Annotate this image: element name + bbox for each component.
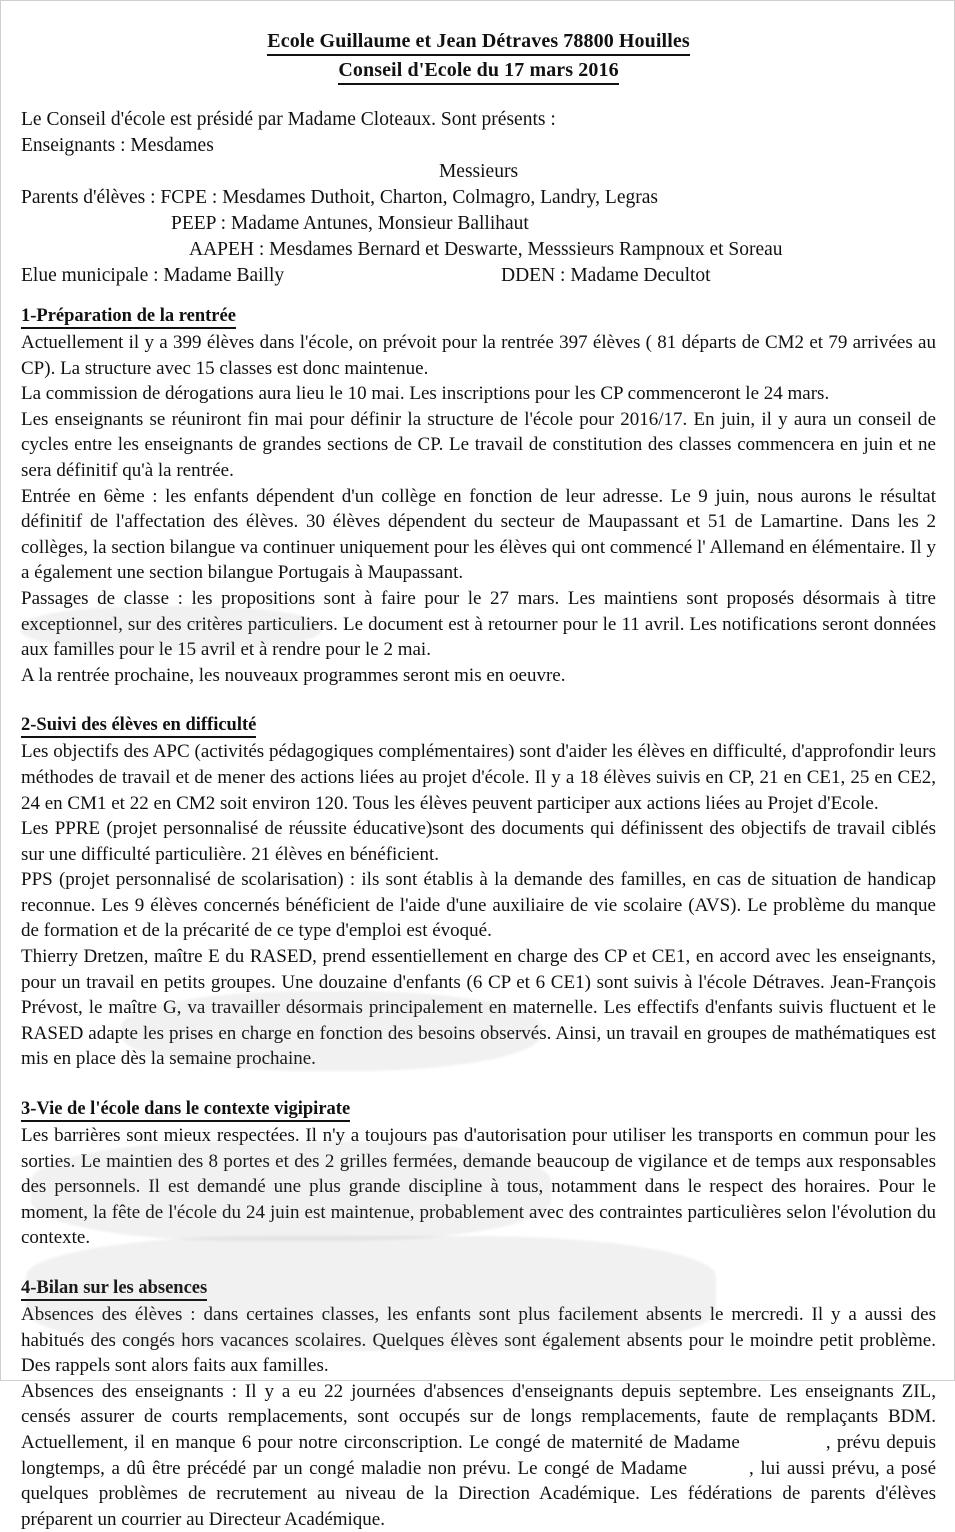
title-line-2: Conseil d'Ecole du 17 mars 2016 <box>338 58 618 85</box>
section-2-paragraph-1: Les objectifs des APC (activités pédagogiques complémentaires) sont d'aider les élèves en difficulté, d'approfondir leurs méthodes de travail et de mener des actions liées au projet d'école. Il y a 18 élèves suivis en CP, 21 en CE1, 25 en CE2, 24 en CM1 et 22 en CM2 soit environ 120. Tous les élèves peuvent participer aux actions liées au Projet d'Ecole. <box>21 741 936 814</box>
section-1-paragraph-2: La commission de dérogations aura lieu le 10 mai. Les inscriptions pour les CP commenceront le 24 mars. <box>21 383 830 405</box>
attendees-aapeh: AAPEH : Mesdames Bernard et Deswarte, Messsieurs Rampnoux et Soreau <box>189 239 783 260</box>
section-bilan-absences <box>21 1277 936 1532</box>
section-1-paragraph-1: Actuellement il y a 399 élèves dans l'école, on prévoit pour la rentrée 397 élèves ( 81 départs de CM2 et 79 arrivées au CP). La structure avec 15 classes est donc maintenue. <box>21 332 936 379</box>
section-1-heading: 1-Préparation de la rentrée <box>21 305 236 329</box>
title-line-1: Ecole Guillaume et Jean Détraves 78800 Houilles <box>267 29 689 56</box>
section-vie-ecole-vigipirate <box>21 1098 936 1251</box>
section-2-paragraph-2: Les PPRE (projet personnalisé de réussite éducative)sont des documents qui définissent des objectifs de travail ciblés sur une difficulté particulière. 21 élèves en bénéficient. <box>21 818 936 865</box>
attendees-teachers: Enseignants : Mesdames <box>21 135 214 156</box>
final-paragraph-part-3: , lui aussi prévu, a posé quelques problèmes de recrutement au niveau de la Direction Académique. Les fédérations de parents d'élèves préparent un courrier au Directeur Académique. <box>21 1457 937 1530</box>
section-1-paragraph-4: Entrée en 6ème : les enfants dépendent d'un collège en fonction de leur adresse. Le 9 juin, nous aurons le résultat définitif de l'affectation des élèves. 30 élèves dépendent du secteur de Maupassant et 51 de Lamartine. Dans les 2 collèges, la section bilangue va continuer uniquement pour les élèves qui ont commencé l' Allemand en élémentaire. Il y a également une section bilangue Portugais à Maupassant. <box>21 485 936 584</box>
section-1-paragraph-3: Les enseignants se réuniront fin mai pour définir la structure de l'école pour 2016/17. En juin, il y aura un conseil de cycles entre les enseignants de grandes sections de CP. Le travail de constitution des classes commencera en juin et ne sera définitif qu'à la rentrée. <box>21 408 936 481</box>
section-2-heading: 2-Suivi des élèves en difficulté <box>21 714 256 738</box>
section-4-paragraph-1: Absences des élèves : dans certaines classes, les enfants sont plus facilement absents le mercredi. Il y a aussi des habitués des congés hors vacances scolaires. Quelques élèves sont également absents pour le moindre petit problème. Des rappels sont alors faits aux familles. <box>21 1304 936 1377</box>
section-2-paragraph-4: Thierry Dretzen, maître E du RASED, prend essentiellement en charge des CP et CE1, en accord avec les enseignants, pour un travail en petits groupes. Une douzaine d'enfants (6 CP et 6 CE1) sont suivis à l'école Détraves. Jean-François Prévost, le maître G, va travailler désormais principalement en maternelle. Les effectifs d'enfants suivis fluctuent et le RASED adapte les prises en charge en fonction des besoins observés. Ainsi, un travail en groupes de mathématiques est mis en place dès la semaine prochaine. <box>21 946 936 1070</box>
final-paragraph-part-2: , prévu depuis longtemps, a dû être précédé par un congé maladie non prévu. Le congé de Madame <box>21 1431 936 1479</box>
section-2-paragraph-3: PPS (projet personnalisé de scolarisation) : ils sont établis à la demande des familles, en cas de situation de handicap reconnue. Les 9 élèves concernés bénéficient de l'aide d'une auxiliaire de vie scolaire (AVS). Le problème du manque de formation et de la précarité de ce type d'emploi est évoqué. <box>21 869 936 942</box>
attendees-dden: DDEN : Madame Decultot <box>501 265 711 286</box>
section-1-paragraph-5: Passages de classe : les propositions sont à faire pour le 27 mars. Les maintiens sont proposés désormais à titre exceptionnel, sur des critères particuliers. Le document est à retourner pour le 11 avril. Les notifications seront données aux familles pour le 15 avril et à rendre pour le 2 mai. <box>21 587 936 661</box>
section-3-heading: 3-Vie de l'école dans le contexte vigipirate <box>21 1098 350 1122</box>
attendees-peep: PEEP : Madame Antunes, Monsieur Ballihaut <box>171 213 529 234</box>
section-3-paragraph-1: Les barrières sont mieux respectées. Il n'y a toujours pas d'autorisation pour utiliser les transports en commun pour les sorties. Le maintien des 8 portes et des 2 grilles fermées, demande beaucoup de vigilance et de temps aux responsables des personnels. Il est demandé une plus grande discipline à tous, notamment dans le respect des horaires. Pour le moment, la fête de l'école du 24 juin est maintenue, probablement avec des contraintes particulières selon l'évolution du contexte. <box>21 1125 936 1249</box>
section-4-heading: 4-Bilan sur les absences <box>21 1277 207 1301</box>
attendees-municipal-row <box>21 263 936 289</box>
document-title <box>21 29 936 85</box>
document-sheet <box>21 29 937 1530</box>
attendees-elue-municipale: Elue municipale : Madame Bailly <box>21 265 285 286</box>
final-paragraph-part-1: Absences des enseignants : Il y a eu 22 journées d'absences d'enseignants depuis septembre. Les enseignants ZIL, censés assurer de courts remplacements, sont occupés sur de longs remplacements, faute de remplaçants BDM. Actuellement, il en manque 6 pour notre circonscription. Le congé de maternité de Madame <box>21 1380 936 1453</box>
section-1-paragraph-6: A la rentrée prochaine, les nouveaux programmes seront mis en oeuvre. <box>21 664 566 686</box>
attendees-messieurs: Messieurs <box>438 161 519 182</box>
attendees-intro: Le Conseil d'école est présidé par Madame Cloteaux. Sont présents : <box>21 109 556 130</box>
section-preparation-rentree <box>21 305 936 688</box>
section-suivi-eleves-difficulte <box>21 714 936 1072</box>
attendees-fcpe: Parents d'élèves : FCPE : Mesdames Duthoit, Charton, Colmagro, Landry, Legras <box>21 187 658 208</box>
section-4-paragraph-teachers-absences <box>21 1379 936 1532</box>
attendees-block <box>21 107 936 289</box>
